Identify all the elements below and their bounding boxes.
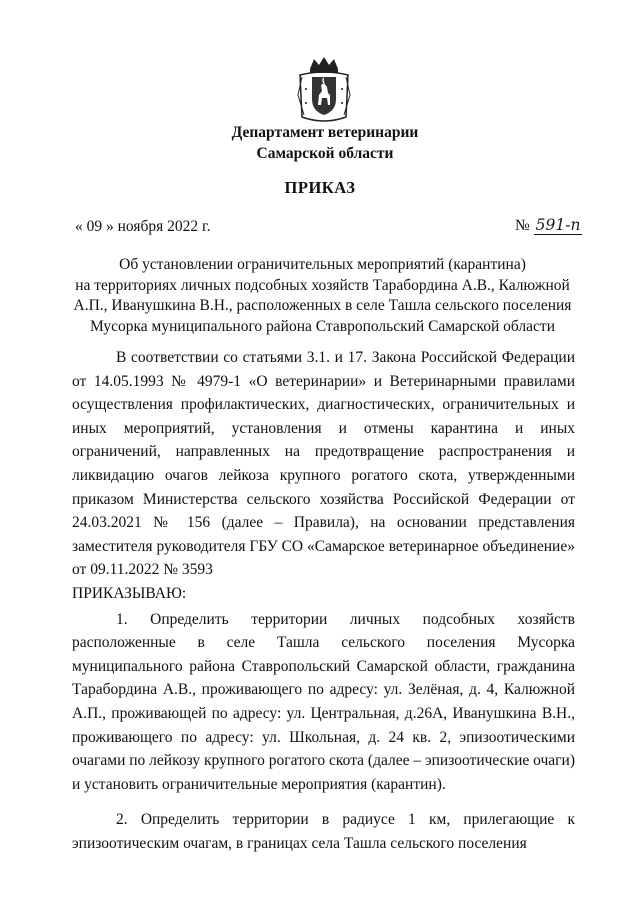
document-number (515, 216, 582, 235)
document-subject (70, 255, 575, 337)
preamble-paragraph: В соответствии со статьями 3.1. и 17. Закона Российской Федерации от 14.05.1993 № 4979-1 «О ветеринарии» и Ветеринарными правилами осуществления профилактических, диагностических, ограничительных и иных мероприятий, установления и отмены карантина и иных ограничений, направленных на предотвращение распространения и ликвидацию очагов лейкоза крупного рогатого скота, утвержденными приказом Министерства сельского хозяйства Российской Федерации от 24.03.2021 № 156 (далее – Правила), на основании представления заместителя руководителя ГБУ СО «Самарское ветеринарное объединение» от 09.11.2022 № 3593 (72, 349, 575, 579)
subject-line-2: на территориях личных подсобных хозяйств Тарабордина А.В., Калюжной (75, 276, 570, 294)
item-2-paragraph: 2. Определить территории в радиусе 1 км, прилегающие к эпизоотическим очагам, в границах села Ташла сельского поселения (72, 811, 575, 852)
number-prefix: № (515, 217, 530, 234)
subject-line-4: Мусорка муниципального района Ставропольский Самарской области (89, 317, 555, 335)
document-body (72, 346, 575, 855)
document-date: « 09 » ноября 2022 г. (75, 218, 211, 235)
issuer-line-2: Самарской области (256, 145, 394, 162)
order-word: ПРИКАЗЫВАЮ: (72, 584, 187, 602)
handwritten-number: 591-n (535, 216, 581, 234)
issuer-header (200, 122, 450, 164)
issuer-line-1: Департамент ветеринарии (231, 124, 419, 141)
subject-line-1: Об установлении ограничительных мероприятий (карантина) (119, 256, 526, 273)
samara-region-coat-of-arms-icon (296, 55, 352, 125)
subject-line-3: А.П., Иванушкина В.Н., расположенных в селе Ташла сельского поселения (73, 297, 572, 314)
document-title: ПРИКАЗ (284, 178, 356, 197)
item-1-paragraph: 1. Определить территории личных подсобных хозяйств расположенные в селе Ташла сельского поселения Мусорка муниципального района Ставропольский Самарской области, гражданина Тарабордина А.В., проживающего по адресу: ул. Зелёная, д. 4, Калюжной А.П., проживающей по адресу: ул. Центральная, д.26А, Иванушкина В.Н., проживающего по адресу: ул. Школьная, д. 24 кв. 2, эпизоотическими очагами по лейкозу крупного рогатого скота (далее – эпизоотические очаги) и установить ограничительные мероприятия (карантин). (72, 610, 575, 793)
